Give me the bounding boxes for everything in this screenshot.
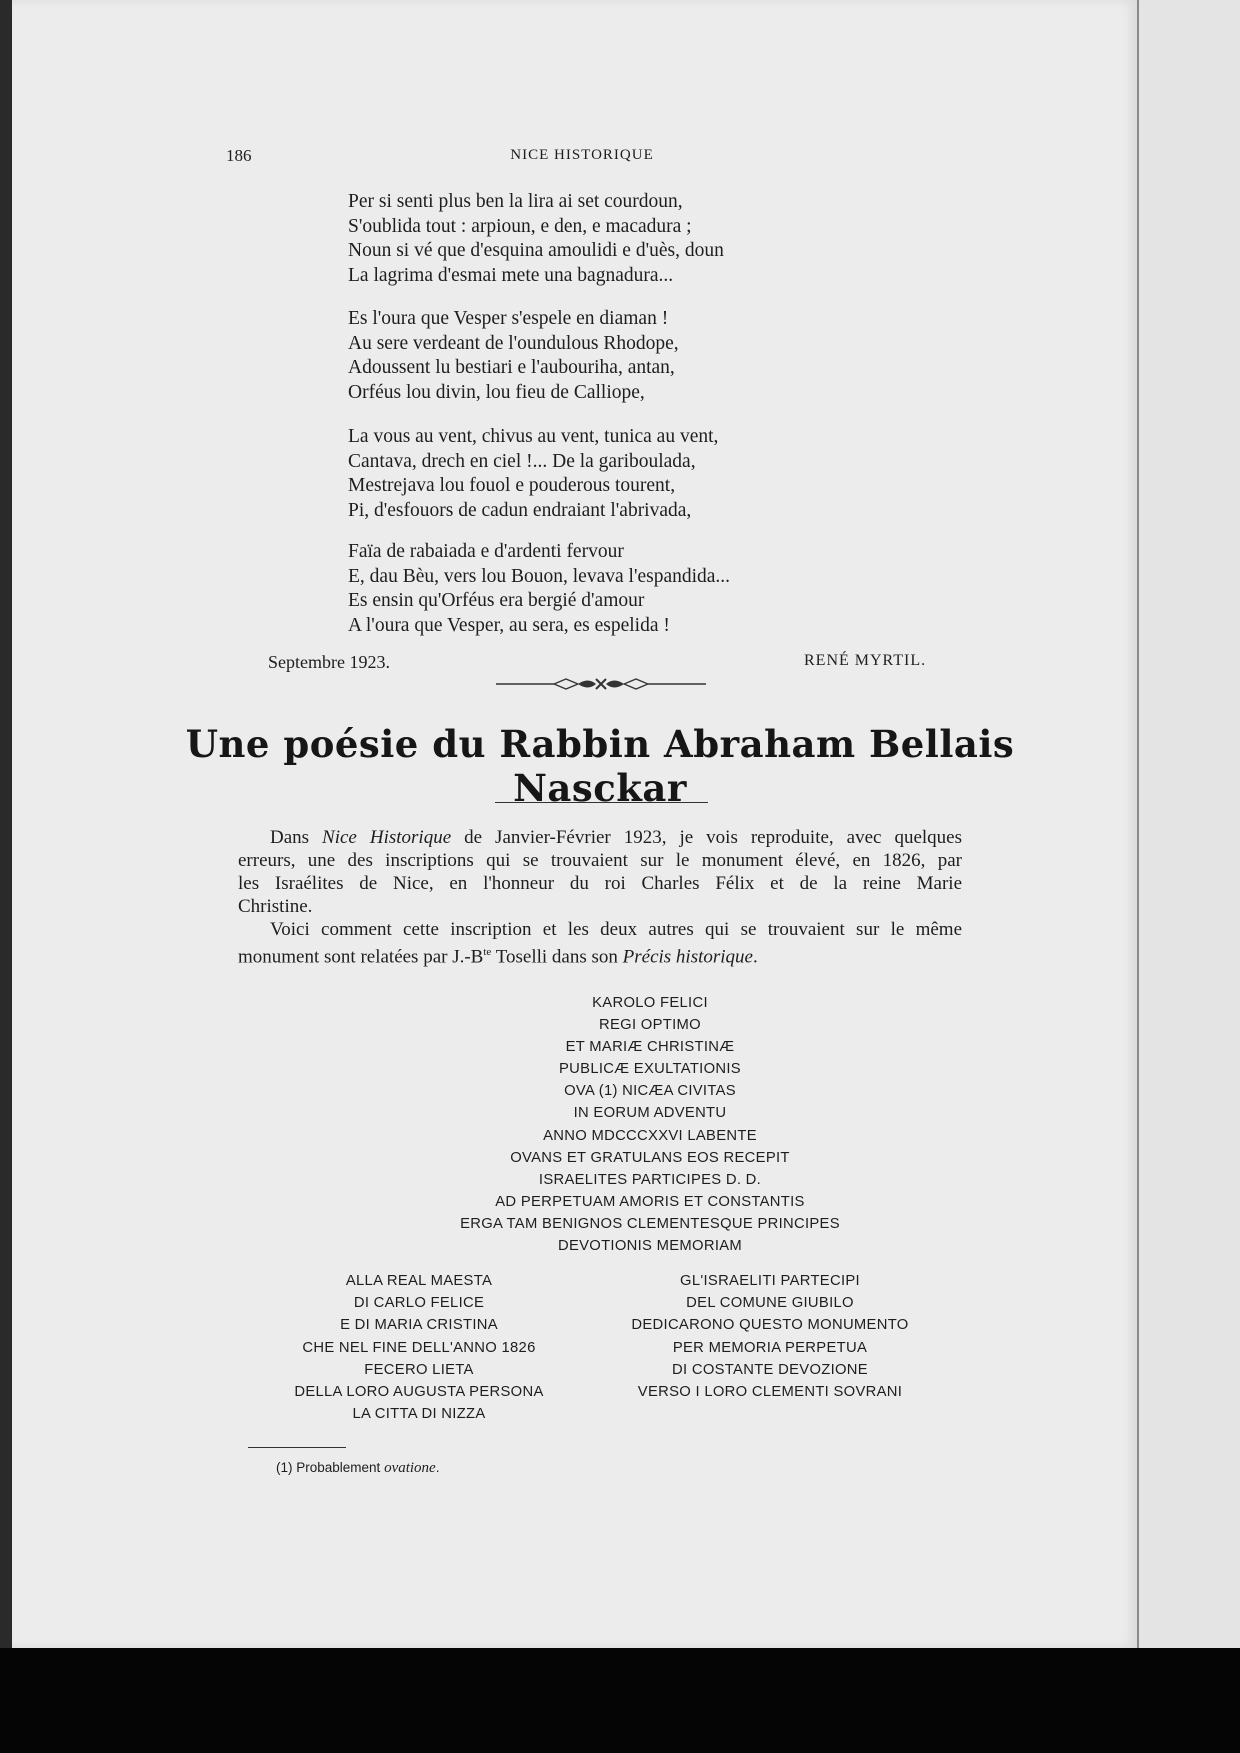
text-run: Dans (270, 827, 323, 848)
poem-line: Per si senti plus ben la lira ai set courdoun, (348, 191, 683, 212)
inscription-line: E DI MARIA CRISTINA (340, 1317, 498, 1334)
inscription-line: OVANS ET GRATULANS EOS RECEPIT (510, 1149, 790, 1166)
article-title: Une poésie du Rabbin Abraham Bellais Nasckar (185, 722, 1015, 810)
poem-stanza (348, 540, 908, 638)
inscription-line: VERSO I LORO CLEMENTI SOVRANI (637, 1384, 903, 1401)
inscription-line: AD PERPETUAM AMORIS ET CONSTANTIS (495, 1193, 805, 1210)
inscription-line: ALLA REAL MAESTA (345, 1273, 493, 1289)
title-rule (495, 802, 708, 803)
inscription-line: DI COSTANTE DEVOZIONE (672, 1361, 868, 1378)
inscription-line: ISRAELITES PARTICIPES D. D. (538, 1171, 762, 1188)
footnote-italic: ovatione (384, 1460, 436, 1476)
inscription-line: IN EORUM ADVENTU (573, 1105, 727, 1122)
poem-line: Orféus lou divin, lou fieu de Calliope, (348, 381, 645, 403)
next-page-edge (1137, 0, 1240, 1660)
footnote (276, 1460, 439, 1477)
poem-line: Adoussent lu bestiari e l'aubouriha, antan, (348, 357, 675, 378)
poem-line: La lagrima d'esmai mete una bagnadura... (348, 264, 674, 286)
text-run: monument sont relatées par J.-B (238, 946, 484, 968)
page-number: 186 (226, 146, 252, 165)
superscript: te (483, 946, 492, 958)
journal-name: Nice Historique (322, 827, 452, 848)
footnote-rule (248, 1447, 346, 1448)
ornament-divider (496, 672, 706, 696)
poem-line: Noun si vé que d'esquina amoulidi e d'uès, doun (348, 240, 724, 261)
paragraph-line: les Israélites de Nice, en l'honneur du roi Charles Félix et de la reine Marie (238, 873, 962, 894)
inscription-line: DEDICARONO QUESTO MONUMENTO (631, 1317, 909, 1334)
poem-author: RENÉ MYRTIL. (804, 652, 927, 669)
text-run: Toselli dans son (491, 946, 623, 968)
scan-background (0, 1648, 1240, 1753)
poem-stanza (348, 307, 908, 405)
paragraph-line: Voici comment cette inscription et les deux autres qui se trouvaient sur le même (270, 919, 962, 940)
poem-line: Es ensin qu'Orféus era bergié d'amour (348, 590, 645, 611)
text-run: de Janvier-Février 1923, je vois reproduite, avec quelques (451, 827, 962, 848)
inscription-line: DEVOTIONIS MEMORIAM (557, 1238, 743, 1255)
poem-stanza (348, 190, 908, 288)
journal-title: NICE HISTORIQUE (510, 147, 654, 163)
paragraph-line (270, 826, 962, 849)
inscription-line: CHE NEL FINE DELL'ANNO 1826 (302, 1339, 536, 1356)
latin-inscription (350, 992, 950, 1257)
paragraph-line (238, 941, 962, 968)
poem-line: Es l'oura que Vesper s'espele en diaman ! (348, 308, 669, 329)
inscription-line: DELLA LORO AUGUSTA PERSONA (294, 1384, 544, 1401)
book-title: Précis historique (622, 946, 753, 968)
poem-line: Cantava, drech en ciel !... De la gariboulada, (348, 450, 696, 472)
footnote-end: . (435, 1460, 440, 1475)
paragraph-line: erreurs, une des inscriptions qui se trouvaient sur le monument élevé, en 1826, par (238, 850, 962, 871)
text-run: . (753, 946, 758, 968)
inscription-line: DI CARLO FELICE (353, 1295, 485, 1312)
italian-inscription-right (600, 1270, 940, 1403)
poem-line: Pi, d'esfouors de cadun endraiant l'abrivada, (348, 499, 692, 521)
inscription-line: GL'ISRAELITI PARTECIPI (680, 1273, 860, 1289)
poem-date: Septembre 1923. (268, 652, 390, 672)
inscription-line: ET MARIÆ CHRISTINÆ (565, 1039, 735, 1056)
inscription-line: DEL COMUNE GIUBILO (686, 1295, 854, 1312)
inscription-line: PUBLICÆ EXULTATIONIS (559, 1061, 741, 1078)
paragraph (238, 826, 962, 918)
inscription-line: FECERO LIETA (364, 1361, 474, 1378)
inscription-line: REGI OPTIMO (599, 1017, 701, 1034)
inscription-line: ANNO MDCCCXXVI LABENTE (543, 1127, 757, 1144)
inscription-line: OVA (1) NICÆA CIVITAS (564, 1083, 736, 1100)
inscription-line: KAROLO FELICI (592, 995, 708, 1011)
italian-inscription-left (244, 1270, 594, 1425)
poem-line: Au sere verdeant de l'oundulous Rhodope, (348, 332, 679, 354)
inscription-line: LA CITTA DI NIZZA (352, 1406, 486, 1423)
paragraph-line: Christine. (238, 896, 313, 917)
running-header (226, 146, 938, 170)
inscription-line: PER MEMORIA PERPETUA (672, 1339, 868, 1356)
poem-line: Faïa de rabaiada e d'ardenti fervour (348, 541, 624, 562)
poem-line: S'oublida tout : arpioun, e den, e macadura ; (348, 215, 692, 237)
paragraph (238, 918, 962, 968)
inscription-line: ERGA TAM BENIGNOS CLEMENTESQUE PRINCIPES (460, 1215, 840, 1232)
poem-stanza (348, 425, 908, 523)
poem-line: E, dau Bèu, vers lou Bouon, levava l'espandida... (348, 565, 731, 587)
footnote-text: (1) Probablement (276, 1460, 385, 1475)
poem-line: A l'oura que Vesper, au sera, es espelida ! (348, 614, 670, 636)
poem-line: Mestrejava lou fouol e pouderous tourent, (348, 475, 676, 496)
poem-line: La vous au vent, chivus au vent, tunica au vent, (348, 426, 719, 447)
